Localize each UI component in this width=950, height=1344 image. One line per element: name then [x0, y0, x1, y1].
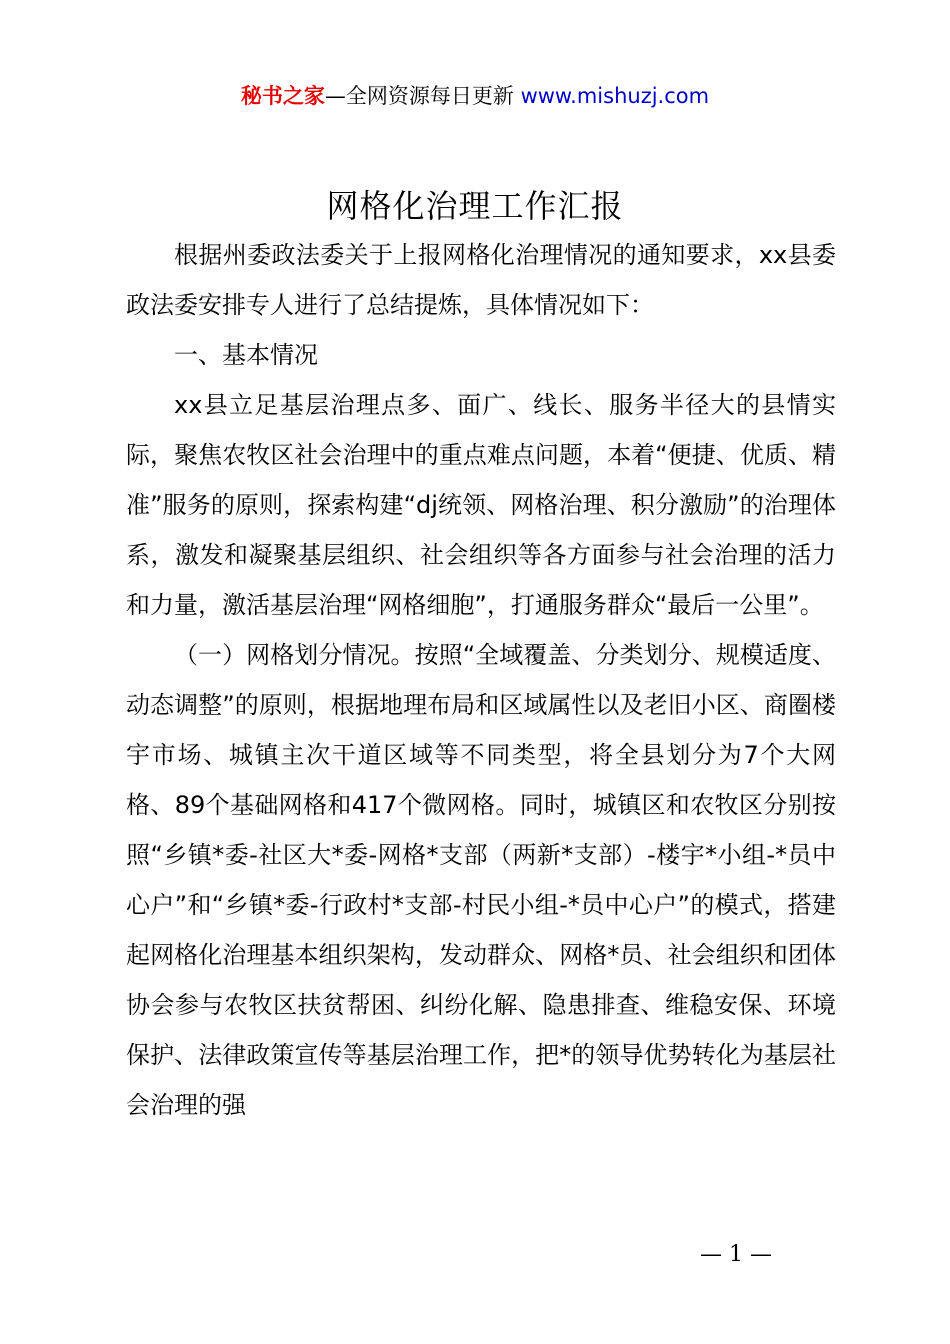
site-url-link[interactable]: www.mishuzj.com [520, 84, 710, 108]
body-paragraph: （一）网格划分情况。按照“全域覆盖、分类划分、规模适度、动态调整”的原则，根据地理布局和区域属性以及老旧小区、商圈楼宇市场、城镇主次干道区域等不同类型，将全县划分为7个大网格、89个基础网格和417个微网格。同时，城镇区和农牧区分别按照“乡镇*委-社区大*委-网格*支部（两新*支部）-楼宇*小组-*员中心户”和“乡镇*委-行政村*支部-村民小组-*员中心户”的模式，搭建起网格化治理基本组织架构，发动群众、网格*员、社会组织和团体协会参与农牧区扶贫帮困、纠纷化解、隐患排查、维稳安保、环境保护、法律政策宣传等基层治理工作，把*的领导优势转化为基层社会治理的强 [126, 641, 836, 1119]
section-heading: 一、基本情况 [174, 341, 318, 369]
body-paragraph: xx县立足基层治理点多、面广、线长、服务半径大的县情实际，聚焦农牧区社会治理中的重点难点问题，本着“便捷、优质、精准”服务的原则，探索构建“dj统领、网格治理、积分激励”的治理体系，激发和凝聚基层组织、社会组织等各方面参与社会治理的活力和力量，激活基层治理“网格细胞”，打通服务群众“最后一公里”。 [126, 391, 836, 619]
brand-name: 秘书之家 [240, 84, 325, 108]
document-body [126, 230, 836, 1130]
intro-paragraph: 根据州委政法委关于上报网格化治理情况的通知要求，xx县委政法委安排专人进行了总结提炼，具体情况如下： [126, 241, 836, 319]
page-number: — 1 — [700, 1242, 772, 1267]
site-header [0, 80, 950, 112]
header-tagline: —全网资源每日更新 [324, 84, 514, 108]
document-title: 网格化治理工作汇报 [326, 187, 624, 225]
